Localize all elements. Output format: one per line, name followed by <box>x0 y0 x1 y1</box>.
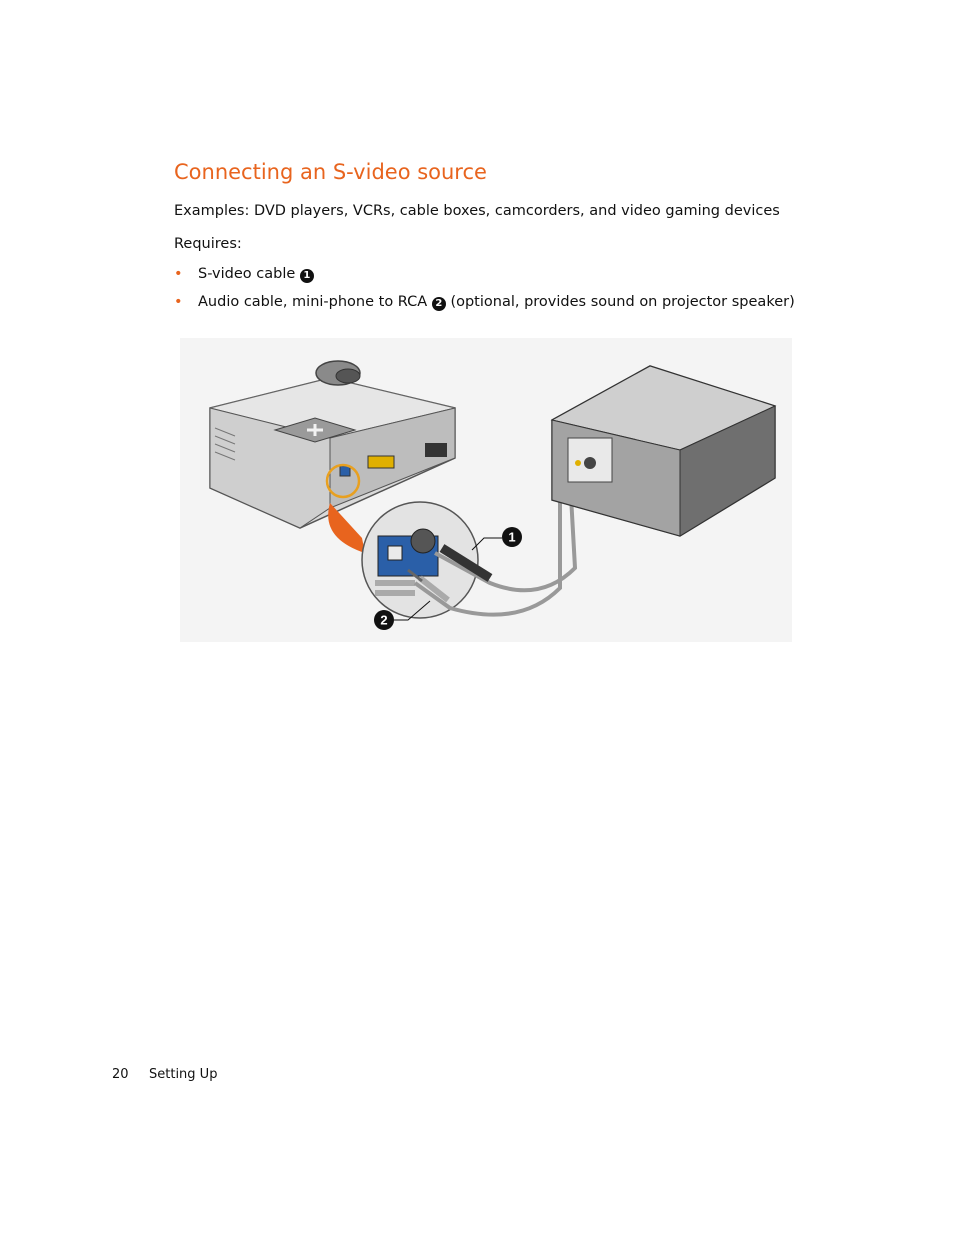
bullet-icon: • <box>174 294 183 310</box>
section-title: Connecting an S-video source <box>174 160 487 184</box>
footer-section-name: Setting Up <box>149 1067 218 1082</box>
examples-text: Examples: DVD players, VCRs, cable boxes, camcorders, and video gaming devices <box>174 203 780 219</box>
callout-label-1: 1 <box>508 529 516 545</box>
requires-label: Requires: <box>174 236 242 252</box>
callout-label-2: 2 <box>380 612 388 628</box>
requirements-list <box>174 266 795 322</box>
requirement-note: (optional, provides sound on projector speaker) <box>450 294 795 310</box>
callout-number-2: 2 <box>432 297 446 311</box>
callout-number-1: 1 <box>300 269 314 283</box>
requirement-text: Audio cable, mini-phone to RCA <box>198 294 428 310</box>
bullet-icon: • <box>174 266 183 282</box>
page-number: 20 <box>112 1067 129 1082</box>
list-item <box>174 294 795 322</box>
connection-illustration <box>180 338 792 642</box>
requirement-text: S-video cable <box>198 266 296 282</box>
list-item <box>174 266 795 294</box>
